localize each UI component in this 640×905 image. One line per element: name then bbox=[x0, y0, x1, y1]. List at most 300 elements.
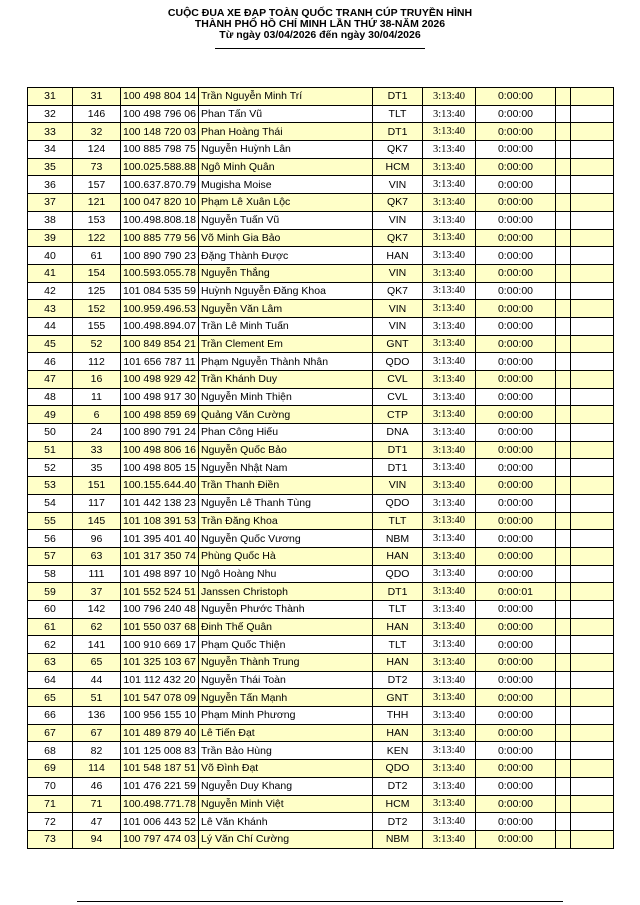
rider-name-cell: Phạm Nguyễn Thành Nhân bbox=[199, 353, 373, 371]
empty-cell bbox=[571, 477, 614, 495]
bib-cell: 96 bbox=[73, 530, 121, 548]
finish-time-cell: 3:13:40 bbox=[423, 388, 476, 406]
empty-cell bbox=[556, 618, 571, 636]
time-gap-cell: 0:00:00 bbox=[476, 317, 556, 335]
uci-id-cell: 100 498 806 16 bbox=[121, 441, 199, 459]
empty-cell bbox=[571, 742, 614, 760]
team-code-cell: DT1 bbox=[373, 459, 423, 477]
uci-id-cell: 100 910 669 17 bbox=[121, 636, 199, 654]
uci-id-cell: 100 849 854 21 bbox=[121, 335, 199, 353]
empty-cell bbox=[556, 636, 571, 654]
rider-name-cell: Đặng Thành Được bbox=[199, 247, 373, 265]
finish-time-cell: 3:13:40 bbox=[423, 264, 476, 282]
team-code-cell: QDO bbox=[373, 565, 423, 583]
finish-time-cell: 3:13:40 bbox=[423, 459, 476, 477]
team-code-cell: DT1 bbox=[373, 88, 423, 106]
time-gap-cell: 0:00:00 bbox=[476, 388, 556, 406]
rider-name-cell: Lê Văn Khánh bbox=[199, 813, 373, 831]
rank-cell: 40 bbox=[28, 247, 73, 265]
rank-cell: 70 bbox=[28, 777, 73, 795]
bib-cell: 61 bbox=[73, 247, 121, 265]
bib-cell: 94 bbox=[73, 830, 121, 848]
empty-cell bbox=[556, 724, 571, 742]
empty-cell bbox=[556, 264, 571, 282]
empty-cell bbox=[556, 459, 571, 477]
rank-cell: 42 bbox=[28, 282, 73, 300]
team-code-cell: VIN bbox=[373, 300, 423, 318]
empty-cell bbox=[556, 583, 571, 601]
team-code-cell: QK7 bbox=[373, 229, 423, 247]
table-row bbox=[28, 388, 614, 406]
rider-name-cell: Đinh Thế Quân bbox=[199, 618, 373, 636]
bib-cell: 33 bbox=[73, 441, 121, 459]
empty-cell bbox=[556, 477, 571, 495]
rider-name-cell: Nguyễn Nhật Nam bbox=[199, 459, 373, 477]
rank-cell: 31 bbox=[28, 88, 73, 106]
rider-name-cell: Quảng Văn Cường bbox=[199, 406, 373, 424]
bib-cell: 152 bbox=[73, 300, 121, 318]
rank-cell: 55 bbox=[28, 512, 73, 530]
bib-cell: 141 bbox=[73, 636, 121, 654]
empty-cell bbox=[571, 724, 614, 742]
team-code-cell: HAN bbox=[373, 247, 423, 265]
bib-cell: 145 bbox=[73, 512, 121, 530]
rank-cell: 57 bbox=[28, 547, 73, 565]
rider-name-cell: Nguyễn Tuấn Vũ bbox=[199, 211, 373, 229]
finish-time-cell: 3:13:40 bbox=[423, 530, 476, 548]
rank-cell: 54 bbox=[28, 494, 73, 512]
uci-id-cell: 101 108 391 53 bbox=[121, 512, 199, 530]
time-gap-cell: 0:00:00 bbox=[476, 830, 556, 848]
uci-id-cell: 101 125 008 83 bbox=[121, 742, 199, 760]
time-gap-cell: 0:00:00 bbox=[476, 229, 556, 247]
rank-cell: 51 bbox=[28, 441, 73, 459]
rider-name-cell: Nguyễn Duy Khang bbox=[199, 777, 373, 795]
time-gap-cell: 0:00:00 bbox=[476, 194, 556, 212]
rider-name-cell: Nguyễn Văn Lâm bbox=[199, 300, 373, 318]
empty-cell bbox=[556, 441, 571, 459]
finish-time-cell: 3:13:40 bbox=[423, 105, 476, 123]
bib-cell: 52 bbox=[73, 335, 121, 353]
rank-cell: 39 bbox=[28, 229, 73, 247]
empty-cell bbox=[571, 530, 614, 548]
team-code-cell: HCM bbox=[373, 795, 423, 813]
uci-id-cell: 101 006 443 52 bbox=[121, 813, 199, 831]
table-row bbox=[28, 105, 614, 123]
rank-cell: 61 bbox=[28, 618, 73, 636]
table-row bbox=[28, 371, 614, 389]
bib-cell: 111 bbox=[73, 565, 121, 583]
footer-divider bbox=[77, 901, 563, 902]
rank-cell: 65 bbox=[28, 689, 73, 707]
time-gap-cell: 0:00:00 bbox=[476, 300, 556, 318]
rider-name-cell: Phùng Quốc Hà bbox=[199, 547, 373, 565]
team-code-cell: QDO bbox=[373, 494, 423, 512]
uci-id-cell: 100 148 720 03 bbox=[121, 123, 199, 141]
rider-name-cell: Phan Công Hiếu bbox=[199, 424, 373, 442]
time-gap-cell: 0:00:00 bbox=[476, 600, 556, 618]
table-row bbox=[28, 141, 614, 159]
table-row bbox=[28, 777, 614, 795]
team-code-cell: QK7 bbox=[373, 141, 423, 159]
team-code-cell: QDO bbox=[373, 353, 423, 371]
uci-id-cell: 101 442 138 23 bbox=[121, 494, 199, 512]
finish-time-cell: 3:13:40 bbox=[423, 654, 476, 672]
rank-cell: 71 bbox=[28, 795, 73, 813]
rank-cell: 34 bbox=[28, 141, 73, 159]
rank-cell: 62 bbox=[28, 636, 73, 654]
uci-id-cell: 100.498.808.18 bbox=[121, 211, 199, 229]
table-row bbox=[28, 229, 614, 247]
empty-cell bbox=[556, 300, 571, 318]
finish-time-cell: 3:13:40 bbox=[423, 441, 476, 459]
empty-cell bbox=[571, 636, 614, 654]
uci-id-cell: 100.959.496.53 bbox=[121, 300, 199, 318]
bib-cell: 37 bbox=[73, 583, 121, 601]
rank-cell: 52 bbox=[28, 459, 73, 477]
team-code-cell: DT2 bbox=[373, 813, 423, 831]
rank-cell: 45 bbox=[28, 335, 73, 353]
table-row bbox=[28, 406, 614, 424]
time-gap-cell: 0:00:00 bbox=[476, 247, 556, 265]
finish-time-cell: 3:13:40 bbox=[423, 300, 476, 318]
rider-name-cell: Lê Tiến Đạt bbox=[199, 724, 373, 742]
finish-time-cell: 3:13:40 bbox=[423, 494, 476, 512]
empty-cell bbox=[556, 813, 571, 831]
team-code-cell: HAN bbox=[373, 547, 423, 565]
time-gap-cell: 0:00:00 bbox=[476, 459, 556, 477]
empty-cell bbox=[556, 777, 571, 795]
rank-cell: 44 bbox=[28, 317, 73, 335]
finish-time-cell: 3:13:40 bbox=[423, 760, 476, 778]
empty-cell bbox=[571, 282, 614, 300]
table-row bbox=[28, 671, 614, 689]
uci-id-cell: 100 796 240 48 bbox=[121, 600, 199, 618]
empty-cell bbox=[556, 371, 571, 389]
table-row bbox=[28, 618, 614, 636]
empty-cell bbox=[571, 335, 614, 353]
finish-time-cell: 3:13:40 bbox=[423, 565, 476, 583]
team-code-cell: DT2 bbox=[373, 671, 423, 689]
rider-name-cell: Trần Thanh Điền bbox=[199, 477, 373, 495]
empty-cell bbox=[571, 618, 614, 636]
race-edition: THÀNH PHỐ HỒ CHÍ MINH LẦN THỨ 38-NĂM 2026 bbox=[194, 18, 446, 30]
time-gap-cell: 0:00:00 bbox=[476, 105, 556, 123]
uci-id-cell: 100 890 791 24 bbox=[121, 424, 199, 442]
empty-cell bbox=[571, 247, 614, 265]
empty-cell bbox=[571, 300, 614, 318]
uci-id-cell: 101 395 401 40 bbox=[121, 530, 199, 548]
uci-id-cell: 100 956 155 10 bbox=[121, 707, 199, 725]
team-code-cell: HAN bbox=[373, 618, 423, 636]
table-row bbox=[28, 795, 614, 813]
rank-cell: 49 bbox=[28, 406, 73, 424]
finish-time-cell: 3:13:40 bbox=[423, 406, 476, 424]
time-gap-cell: 0:00:01 bbox=[476, 583, 556, 601]
uci-id-cell: 101 112 432 20 bbox=[121, 671, 199, 689]
empty-cell bbox=[571, 689, 614, 707]
finish-time-cell: 3:13:40 bbox=[423, 477, 476, 495]
rank-cell: 63 bbox=[28, 654, 73, 672]
table-row bbox=[28, 441, 614, 459]
team-code-cell: DT2 bbox=[373, 777, 423, 795]
uci-id-cell: 100 797 474 03 bbox=[121, 830, 199, 848]
bib-cell: 136 bbox=[73, 707, 121, 725]
table-row bbox=[28, 830, 614, 848]
uci-id-cell: 101 656 787 11 bbox=[121, 353, 199, 371]
empty-cell bbox=[571, 830, 614, 848]
uci-id-cell: 100 498 805 15 bbox=[121, 459, 199, 477]
uci-id-cell: 101 552 524 51 bbox=[121, 583, 199, 601]
table-row bbox=[28, 247, 614, 265]
rank-cell: 58 bbox=[28, 565, 73, 583]
empty-cell bbox=[556, 282, 571, 300]
time-gap-cell: 0:00:00 bbox=[476, 335, 556, 353]
rider-name-cell: Janssen Christoph bbox=[199, 583, 373, 601]
rider-name-cell: Trần Đăng Khoa bbox=[199, 512, 373, 530]
table-row bbox=[28, 742, 614, 760]
empty-cell bbox=[571, 88, 614, 106]
rider-name-cell: Võ Minh Gia Bảo bbox=[199, 229, 373, 247]
empty-cell bbox=[571, 424, 614, 442]
finish-time-cell: 3:13:40 bbox=[423, 618, 476, 636]
time-gap-cell: 0:00:00 bbox=[476, 477, 556, 495]
team-code-cell: VIN bbox=[373, 264, 423, 282]
rank-cell: 41 bbox=[28, 264, 73, 282]
empty-cell bbox=[556, 760, 571, 778]
time-gap-cell: 0:00:00 bbox=[476, 795, 556, 813]
empty-cell bbox=[571, 211, 614, 229]
time-gap-cell: 0:00:00 bbox=[476, 813, 556, 831]
table-row bbox=[28, 424, 614, 442]
table-row bbox=[28, 512, 614, 530]
finish-time-cell: 3:13:40 bbox=[423, 141, 476, 159]
time-gap-cell: 0:00:00 bbox=[476, 123, 556, 141]
bib-cell: 157 bbox=[73, 176, 121, 194]
team-code-cell: THH bbox=[373, 707, 423, 725]
empty-cell bbox=[556, 406, 571, 424]
bib-cell: 155 bbox=[73, 317, 121, 335]
empty-cell bbox=[571, 760, 614, 778]
rank-cell: 47 bbox=[28, 371, 73, 389]
time-gap-cell: 0:00:00 bbox=[476, 211, 556, 229]
rank-cell: 66 bbox=[28, 707, 73, 725]
bib-cell: 151 bbox=[73, 477, 121, 495]
rank-cell: 50 bbox=[28, 424, 73, 442]
time-gap-cell: 0:00:00 bbox=[476, 494, 556, 512]
team-code-cell: VIN bbox=[373, 211, 423, 229]
table-row bbox=[28, 477, 614, 495]
finish-time-cell: 3:13:40 bbox=[423, 424, 476, 442]
empty-cell bbox=[571, 176, 614, 194]
team-code-cell: TLT bbox=[373, 512, 423, 530]
empty-cell bbox=[556, 795, 571, 813]
uci-id-cell: 100.593.055.78 bbox=[121, 264, 199, 282]
finish-time-cell: 3:13:40 bbox=[423, 247, 476, 265]
table-row bbox=[28, 300, 614, 318]
team-code-cell: QK7 bbox=[373, 194, 423, 212]
empty-cell bbox=[556, 105, 571, 123]
empty-cell bbox=[556, 671, 571, 689]
time-gap-cell: 0:00:00 bbox=[476, 724, 556, 742]
rider-name-cell: Nguyễn Minh Việt bbox=[199, 795, 373, 813]
table-row bbox=[28, 565, 614, 583]
table-row bbox=[28, 459, 614, 477]
time-gap-cell: 0:00:00 bbox=[476, 671, 556, 689]
uci-id-cell: 100.025.588.88 bbox=[121, 158, 199, 176]
rank-cell: 59 bbox=[28, 583, 73, 601]
empty-cell bbox=[556, 424, 571, 442]
team-code-cell: GNT bbox=[373, 335, 423, 353]
team-code-cell: DT1 bbox=[373, 583, 423, 601]
empty-cell bbox=[556, 600, 571, 618]
empty-cell bbox=[556, 512, 571, 530]
empty-cell bbox=[571, 565, 614, 583]
empty-cell bbox=[556, 742, 571, 760]
table-row bbox=[28, 88, 614, 106]
empty-cell bbox=[556, 830, 571, 848]
table-row bbox=[28, 724, 614, 742]
team-code-cell: NBM bbox=[373, 530, 423, 548]
rider-name-cell: Trần Bảo Hùng bbox=[199, 742, 373, 760]
table-row bbox=[28, 636, 614, 654]
empty-cell bbox=[556, 317, 571, 335]
finish-time-cell: 3:13:40 bbox=[423, 335, 476, 353]
table-row bbox=[28, 211, 614, 229]
rider-name-cell: Nguyễn Tấn Mạnh bbox=[199, 689, 373, 707]
team-code-cell: KEN bbox=[373, 742, 423, 760]
empty-cell bbox=[571, 547, 614, 565]
finish-time-cell: 3:13:40 bbox=[423, 282, 476, 300]
empty-cell bbox=[556, 353, 571, 371]
time-gap-cell: 0:00:00 bbox=[476, 353, 556, 371]
empty-cell bbox=[556, 158, 571, 176]
empty-cell bbox=[571, 707, 614, 725]
uci-id-cell: 100 498 804 14 bbox=[121, 88, 199, 106]
finish-time-cell: 3:13:40 bbox=[423, 512, 476, 530]
rider-name-cell: Phan Tấn Vũ bbox=[199, 105, 373, 123]
rider-name-cell: Nguyễn Phước Thành bbox=[199, 600, 373, 618]
table-row bbox=[28, 494, 614, 512]
empty-cell bbox=[571, 600, 614, 618]
bib-cell: 24 bbox=[73, 424, 121, 442]
rider-name-cell: Nguyễn Thành Trung bbox=[199, 654, 373, 672]
rank-cell: 68 bbox=[28, 742, 73, 760]
time-gap-cell: 0:00:00 bbox=[476, 441, 556, 459]
empty-cell bbox=[571, 141, 614, 159]
table-row bbox=[28, 176, 614, 194]
team-code-cell: VIN bbox=[373, 477, 423, 495]
table-row bbox=[28, 158, 614, 176]
empty-cell bbox=[571, 158, 614, 176]
empty-cell bbox=[571, 105, 614, 123]
empty-cell bbox=[556, 530, 571, 548]
empty-cell bbox=[556, 141, 571, 159]
bib-cell: 82 bbox=[73, 742, 121, 760]
bib-cell: 121 bbox=[73, 194, 121, 212]
uci-id-cell: 100 498 929 42 bbox=[121, 371, 199, 389]
finish-time-cell: 3:13:40 bbox=[423, 371, 476, 389]
rider-name-cell: Nguyễn Quốc Bảo bbox=[199, 441, 373, 459]
finish-time-cell: 3:13:40 bbox=[423, 813, 476, 831]
empty-cell bbox=[556, 335, 571, 353]
uci-id-cell: 101 476 221 59 bbox=[121, 777, 199, 795]
header-divider bbox=[215, 48, 425, 49]
bib-cell: 63 bbox=[73, 547, 121, 565]
team-code-cell: QK7 bbox=[373, 282, 423, 300]
time-gap-cell: 0:00:00 bbox=[476, 777, 556, 795]
rider-name-cell: Nguyễn Lê Thanh Tùng bbox=[199, 494, 373, 512]
bib-cell: 6 bbox=[73, 406, 121, 424]
time-gap-cell: 0:00:00 bbox=[476, 176, 556, 194]
empty-cell bbox=[556, 194, 571, 212]
rider-name-cell: Ngô Hoàng Nhu bbox=[199, 565, 373, 583]
team-code-cell: TLT bbox=[373, 636, 423, 654]
rider-name-cell: Lý Văn Chí Cường bbox=[199, 830, 373, 848]
rank-cell: 60 bbox=[28, 600, 73, 618]
team-code-cell: HAN bbox=[373, 724, 423, 742]
rider-name-cell: Nguyễn Huỳnh Lân bbox=[199, 141, 373, 159]
table-row bbox=[28, 583, 614, 601]
bib-cell: 16 bbox=[73, 371, 121, 389]
finish-time-cell: 3:13:40 bbox=[423, 689, 476, 707]
team-code-cell: CVL bbox=[373, 371, 423, 389]
team-code-cell: HAN bbox=[373, 654, 423, 672]
empty-cell bbox=[571, 388, 614, 406]
finish-time-cell: 3:13:40 bbox=[423, 317, 476, 335]
time-gap-cell: 0:00:00 bbox=[476, 141, 556, 159]
document-header bbox=[0, 8, 640, 49]
rank-cell: 56 bbox=[28, 530, 73, 548]
team-code-cell: DNA bbox=[373, 424, 423, 442]
rank-cell: 67 bbox=[28, 724, 73, 742]
uci-id-cell: 100.637.870.79 bbox=[121, 176, 199, 194]
rank-cell: 35 bbox=[28, 158, 73, 176]
table-row bbox=[28, 335, 614, 353]
empty-cell bbox=[571, 583, 614, 601]
team-code-cell: TLT bbox=[373, 600, 423, 618]
rider-name-cell: Võ Đình Đạt bbox=[199, 760, 373, 778]
time-gap-cell: 0:00:00 bbox=[476, 565, 556, 583]
table-row bbox=[28, 317, 614, 335]
empty-cell bbox=[571, 406, 614, 424]
table-row bbox=[28, 353, 614, 371]
finish-time-cell: 3:13:40 bbox=[423, 123, 476, 141]
rank-cell: 33 bbox=[28, 123, 73, 141]
team-code-cell: CTP bbox=[373, 406, 423, 424]
bib-cell: 146 bbox=[73, 105, 121, 123]
rank-cell: 32 bbox=[28, 105, 73, 123]
table-row bbox=[28, 264, 614, 282]
empty-cell bbox=[556, 689, 571, 707]
results-body bbox=[28, 88, 614, 849]
time-gap-cell: 0:00:00 bbox=[476, 760, 556, 778]
rider-name-cell: Mugisha Moise bbox=[199, 176, 373, 194]
bib-cell: 47 bbox=[73, 813, 121, 831]
bib-cell: 11 bbox=[73, 388, 121, 406]
rider-name-cell: Phạm Lê Xuân Lộc bbox=[199, 194, 373, 212]
table-row bbox=[28, 654, 614, 672]
uci-id-cell: 100 498 796 06 bbox=[121, 105, 199, 123]
bib-cell: 51 bbox=[73, 689, 121, 707]
rider-name-cell: Huỳnh Nguyễn Đăng Khoa bbox=[199, 282, 373, 300]
table-row bbox=[28, 813, 614, 831]
table-row bbox=[28, 282, 614, 300]
uci-id-cell: 100 885 798 75 bbox=[121, 141, 199, 159]
bib-cell: 154 bbox=[73, 264, 121, 282]
empty-cell bbox=[571, 317, 614, 335]
time-gap-cell: 0:00:00 bbox=[476, 547, 556, 565]
